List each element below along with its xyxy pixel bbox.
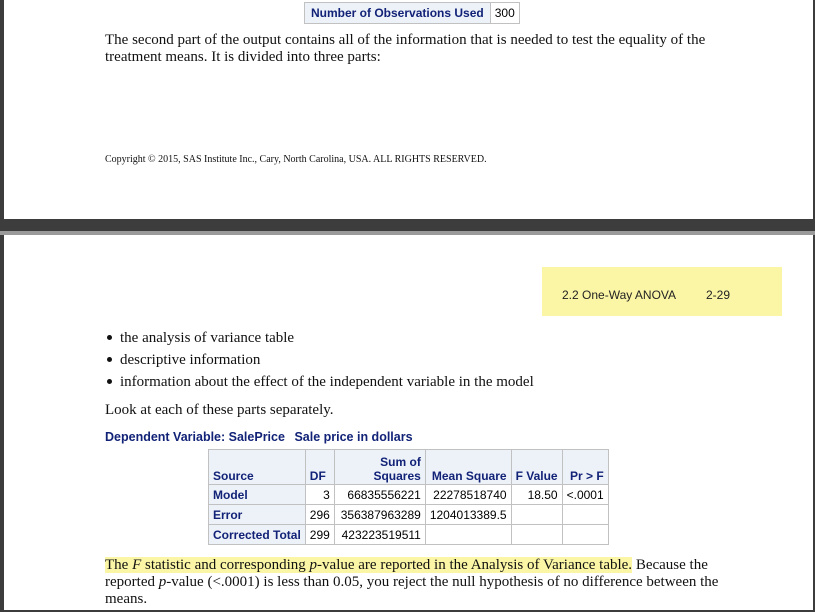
col-header-source: Source [209, 450, 306, 485]
cell-f [511, 525, 562, 545]
cell-ms: 1204013389.5 [425, 505, 511, 525]
table-row [305, 3, 520, 24]
list-item: the analysis of variance table [105, 327, 534, 349]
intro-paragraph: The second part of the output contains all of the information that is needed to test the equality of the treatment means. It is divided into three parts: [105, 32, 706, 65]
observations-label: Number of Observations Used [305, 3, 491, 24]
table-row [209, 505, 609, 525]
cell-f [511, 505, 562, 525]
col-header-ms: Mean Square [425, 450, 511, 485]
col-header-p: Pr > F [562, 450, 608, 485]
cell-p [562, 525, 608, 545]
look-paragraph: Look at each of these parts separately. [105, 402, 334, 418]
dependent-variable-description: Sale price in dollars [294, 430, 413, 444]
cell-ms: 22278518740 [425, 485, 511, 505]
row-source: Model [209, 485, 306, 505]
cell-ss: 356387963289 [334, 505, 425, 525]
list-item: descriptive information [105, 349, 534, 371]
text-run: Because the reported [105, 557, 708, 590]
text-run: The [105, 557, 133, 573]
observations-table [304, 2, 520, 24]
page-separator [0, 219, 815, 231]
cell-df: 3 [305, 485, 334, 505]
dependent-variable-title [105, 430, 419, 444]
text-run: -value (<.0001) is less than 0.05, you reject the null hypothesis of no difference between the means. [105, 574, 719, 607]
text-run: statistic and corresponding [141, 557, 310, 573]
table-row [209, 525, 609, 545]
observations-value: 300 [490, 3, 519, 24]
parts-list [105, 327, 534, 393]
current-page [0, 235, 815, 612]
col-header-ss: Sum of Squares [334, 450, 425, 485]
row-source: Corrected Total [209, 525, 306, 545]
table-row [209, 485, 609, 505]
header-section-title: 2.2 One-Way ANOVA [562, 288, 677, 302]
col-header-df: DF [305, 450, 334, 485]
cell-df: 299 [305, 525, 334, 545]
header-page-number: 2-29 [706, 288, 731, 302]
text-run: F [132, 557, 142, 573]
anova-table [208, 449, 609, 545]
text-run: p [158, 574, 167, 590]
cell-ss: 66835556221 [334, 485, 425, 505]
list-item: information about the effect of the independent variable in the model [105, 371, 534, 393]
cell-ss: 423223519511 [334, 525, 425, 545]
cell-f: 18.50 [511, 485, 562, 505]
conclusion-paragraph [105, 557, 745, 608]
cell-p [562, 505, 608, 525]
row-source: Error [209, 505, 306, 525]
table-header-row [209, 450, 609, 485]
text-run: p [309, 557, 318, 573]
highlighted-sentence [105, 557, 632, 573]
cell-p: <.0001 [562, 485, 608, 505]
running-header [542, 267, 782, 316]
previous-page [0, 0, 815, 219]
text-run: -value are reported in the Analysis of Variance table. [317, 557, 633, 573]
cell-df: 296 [305, 505, 334, 525]
copyright-notice: Copyright © 2015, SAS Institute Inc., Cary, North Carolina, USA. ALL RIGHTS RESERVED. [105, 154, 487, 165]
cell-ms [425, 525, 511, 545]
dependent-variable-label: Dependent Variable: SalePrice [105, 430, 285, 444]
col-header-f: F Value [511, 450, 562, 485]
